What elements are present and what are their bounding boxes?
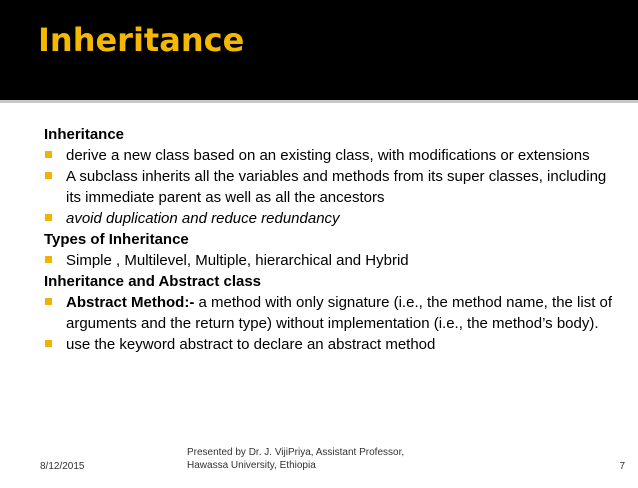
bullet-item [44, 250, 614, 271]
bullet-item [44, 292, 614, 334]
bullet-item [44, 334, 614, 355]
presenter-line: Hawassa University, Ethiopia [187, 460, 316, 471]
section-heading-abstract: Inheritance and Abstract class [44, 273, 262, 290]
square-bullet-icon [45, 151, 52, 158]
bullet-list-types [44, 250, 614, 271]
slide-content [44, 124, 614, 355]
bullet-text: a method with only signature (i.e., the method name, the list of arguments and the return type) without implementation (i.e., the method’s body). [66, 294, 613, 332]
section-heading-types: Types of Inheritance [44, 231, 189, 248]
slide-title: Inheritance [38, 21, 245, 59]
bullet-list-abstract [44, 292, 614, 355]
square-bullet-icon [45, 256, 52, 263]
bullet-item [44, 145, 614, 166]
bullet-text: use the keyword abstract to declare an abstract method [66, 336, 436, 353]
section-heading-inheritance: Inheritance [44, 126, 125, 143]
page-number: 7 [619, 461, 625, 472]
square-bullet-icon [45, 172, 52, 179]
square-bullet-icon [45, 298, 52, 305]
bullet-text: A subclass inherits all the variables and methods from its super classes, including its immediate parent as well as all the ancestors [66, 168, 607, 206]
title-bar [0, 0, 638, 100]
footer-presenter [187, 446, 427, 474]
footer-date: 8/12/2015 [40, 461, 85, 472]
bullet-item [44, 208, 614, 229]
presenter-line: Presented by Dr. J. VijiPriya, Assistant Professor, [187, 447, 405, 458]
bullet-item [44, 166, 614, 208]
square-bullet-icon [45, 214, 52, 221]
bullet-text: Simple , Multilevel, Multiple, hierarchical and Hybrid [66, 252, 409, 269]
bullet-text: derive a new class based on an existing class, with modifications or extensions [66, 147, 590, 164]
square-bullet-icon [45, 340, 52, 347]
title-divider [0, 100, 638, 103]
bullet-term: Abstract Method:- [66, 294, 195, 311]
bullet-list-inheritance [44, 145, 614, 229]
bullet-text: avoid duplication and reduce redundancy [66, 210, 340, 227]
